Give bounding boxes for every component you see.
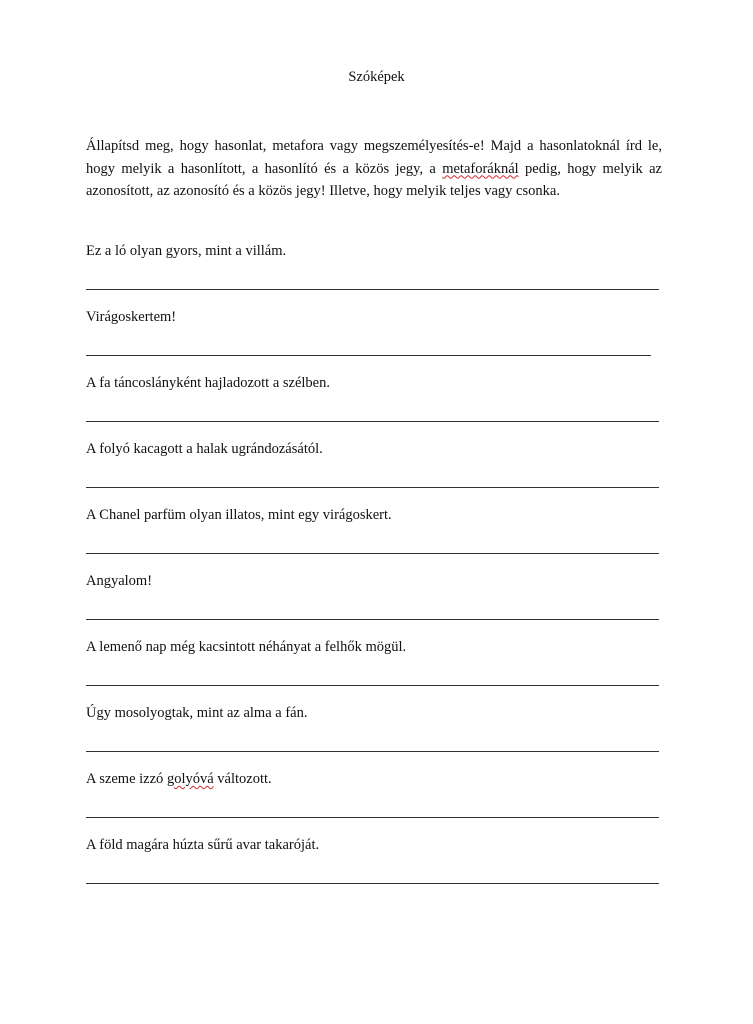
answer-line[interactable] [86, 817, 659, 818]
exercise-item [86, 705, 662, 771]
page-title: Szóképek [348, 69, 405, 85]
answer-line[interactable] [86, 619, 659, 620]
exercise-sentence [86, 771, 272, 788]
exercise-sentence-part: változott. [213, 771, 272, 787]
exercise-item [86, 441, 662, 507]
exercise-item [86, 573, 662, 639]
exercise-item [86, 639, 662, 705]
spellcheck-marked-word: metaforáknál [442, 160, 519, 177]
exercise-sentence: A fa táncoslányként hajladozott a szélben. [86, 375, 330, 391]
exercise-list [86, 243, 662, 903]
spellcheck-marked-word: golyóvá [166, 771, 214, 787]
answer-line[interactable] [86, 685, 659, 686]
answer-line[interactable] [86, 487, 659, 488]
exercise-item [86, 507, 662, 573]
exercise-item [86, 375, 662, 441]
exercise-sentence: Úgy mosolyogtak, mint az alma a fán. [86, 705, 308, 721]
exercise-sentence-part: A szeme izzó [86, 771, 167, 787]
answer-line[interactable] [86, 289, 659, 290]
answer-line[interactable] [86, 355, 651, 356]
answer-line[interactable] [86, 553, 659, 554]
exercise-sentence: Ez a ló olyan gyors, mint a villám. [86, 243, 287, 259]
answer-line[interactable] [86, 751, 659, 752]
exercise-sentence: A Chanel parfüm olyan illatos, mint egy virágoskert. [86, 507, 392, 523]
exercise-item [86, 837, 662, 903]
answer-line[interactable] [86, 421, 659, 422]
exercise-item [86, 309, 662, 375]
exercise-sentence: A folyó kacagott a halak ugrándozásától. [86, 441, 323, 457]
answer-line[interactable] [86, 883, 659, 884]
instructions-paragraph [86, 135, 662, 203]
instructions-text-2: pedig, hogy melyik az azonosított, az azonosító és a közös jegy! Illetve, hogy melyik teljes vagy csonka. [86, 160, 662, 199]
exercise-sentence: A lemenő nap még kacsintott néhányat a felhők mögül. [86, 639, 407, 655]
exercise-item [86, 243, 662, 309]
exercise-sentence: Angyalom! [86, 573, 153, 589]
instructions-text-1: Állapítsd meg, hogy hasonlat, metafora vagy megszemélyesítés-e! Majd a hasonlatoknál írd le, hogy melyik a hasonlított, a hasonlító és a közös jegy, a [86, 138, 662, 177]
exercise-item [86, 771, 662, 837]
exercise-sentence: Virágoskertem! [86, 309, 177, 325]
exercise-sentence: A föld magára húzta sűrű avar takaróját. [86, 837, 320, 853]
